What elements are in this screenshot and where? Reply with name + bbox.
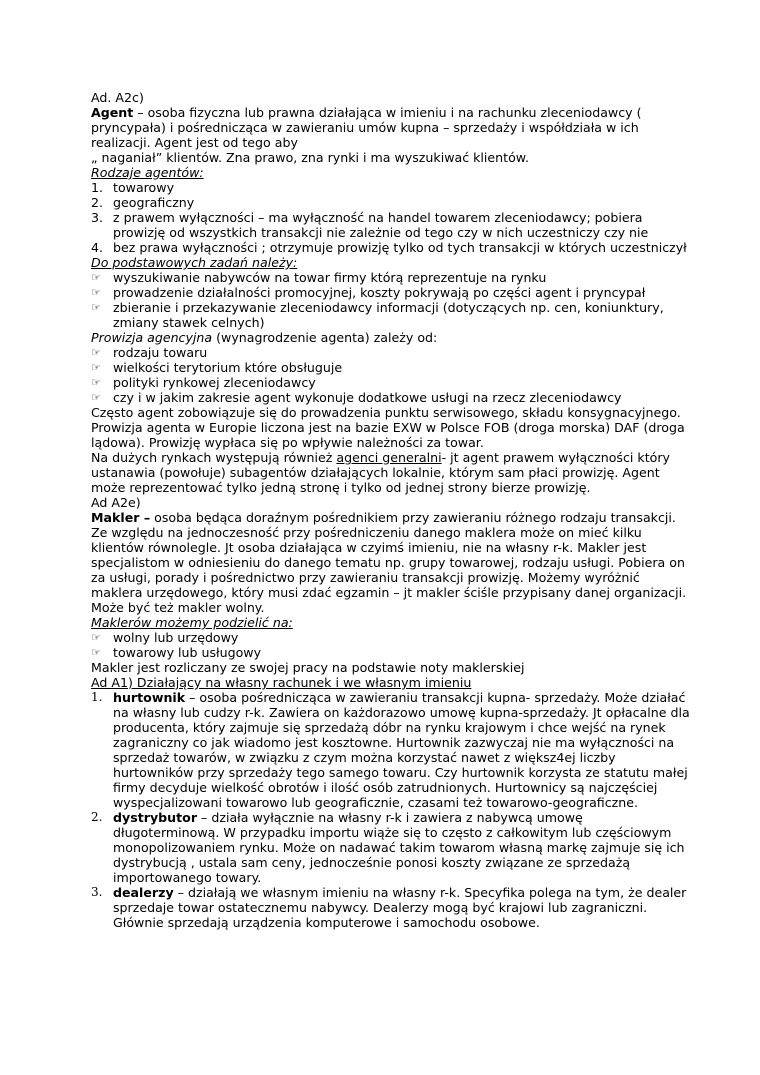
prowizja-intro (91, 330, 691, 345)
a1-list (91, 690, 691, 930)
list-item (91, 360, 691, 375)
list-item (91, 390, 691, 405)
agent-definition-continued: „ naganiał” klientów. Zna prawo, zna rynki i ma wyszukiwać klientów. (91, 150, 529, 165)
hand-pointing-icon: ☞ (91, 346, 101, 359)
hand-pointing-icon: ☞ (91, 361, 101, 374)
text-segment: Na dużych rynkach występują również (91, 450, 337, 465)
list-text: geograficzny (113, 195, 195, 210)
list-item (91, 180, 691, 195)
section-label-a2c: Ad. A2c) (91, 90, 144, 105)
list-text: zbieranie i przekazywanie zleceniodawcy informacji (dotyczących np. cen, koniunktury, zmiany stawek celnych) (113, 300, 664, 330)
hand-pointing-icon: ☞ (91, 376, 101, 389)
makler-term: Makler – (91, 510, 151, 525)
list-item (91, 240, 691, 255)
hand-pointing-icon: ☞ (91, 646, 101, 659)
hand-pointing-icon: ☞ (91, 301, 101, 314)
list-text: rodzaju towaru (113, 345, 208, 360)
makler-podzial-heading: Maklerów możemy podzielić na: (91, 615, 293, 630)
agent-term: Agent (91, 105, 134, 120)
paragraph-europa: Prowizja agenta w Europie liczona jest na bazie EXW w Polsce FOB (droga morska) DAF (droga lądowa). Prowizję wypłaca się po wpływie należności za towar. (91, 420, 685, 450)
list-text: polityki rynkowej zleceniodawcy (113, 375, 316, 390)
paragraph-agenci-generalni (91, 450, 691, 495)
list-item (91, 210, 691, 240)
agent-definition-text: – osoba fizyczna lub prawna działająca w imieniu i na rachunku zleceniodawcy ( pryncypała) i pośrednicząca w zawieraniu umów kupna – sprzedaży i współdziała w ich realizacji. Agent jest od tego aby (91, 105, 642, 150)
makler-podzial-list (91, 630, 691, 660)
text-segment: - jt agent prawem wyłączności który ustanawia (powołuje) subagentów działających lokalnie, którym sam płaci prowizję. Agent może reprezentować tylko jedną stronę i tylko od jednej strony bierze prowizję. (91, 450, 670, 495)
list-number: 2. (91, 195, 104, 210)
list-text: wolny lub urzędowy (113, 630, 239, 645)
list-text: wielkości terytorium które obsługuje (113, 360, 343, 375)
list-term: hurtownik (113, 690, 186, 705)
hand-pointing-icon: ☞ (91, 391, 101, 404)
list-text: prowadzenie działalności promocyjnej, koszty pokrywają po części agent i pryncypał (113, 285, 646, 300)
list-item (91, 285, 691, 300)
list-text: – działa wyłącznie na własny r-k i zawiera z nabywcą umowę długoterminową. W przypadku importu wiąże się to często z całkowitym lub częściowym monopolizowaniem rynku. Może on nadawać takim towarom własną markę zajmuje się ich dystrybucją , ustala sam ceny, jednocześnie ponosi koszty związane ze sprzedażą importowanego towary. (113, 810, 685, 885)
list-item (91, 630, 691, 645)
list-item (91, 195, 691, 210)
list-number: 2. (91, 810, 103, 824)
list-item (91, 690, 691, 810)
section-heading-a1: Ad A1) Działający na własny rachunek i we własnym imieniu (91, 675, 472, 690)
list-item (91, 375, 691, 390)
list-item (91, 885, 691, 930)
rodzaje-heading: Rodzaje agentów: (91, 165, 204, 180)
hand-pointing-icon: ☞ (91, 271, 101, 284)
list-term: dealerzy (113, 885, 174, 900)
list-text: wyszukiwanie nabywców na towar firmy którą reprezentuje na rynku (113, 270, 547, 285)
list-item (91, 345, 691, 360)
list-item (91, 270, 691, 285)
list-text: czy i w jakim zakresie agent wykonuje dodatkowe usługi na rzecz zleceniodawcy (113, 390, 622, 405)
makler-note: Makler jest rozliczany ze swojej pracy na podstawie noty maklerskiej (91, 660, 525, 675)
list-number: 4. (91, 240, 104, 255)
list-number: 1. (91, 690, 103, 704)
agent-definition (91, 105, 691, 150)
paragraph-serwis: Często agent zobowiązuje się do prowadzenia punktu serwisowego, składu konsygnacyjnego. (91, 405, 681, 420)
list-text: towarowy lub usługowy (113, 645, 262, 660)
list-item (91, 645, 691, 660)
hand-pointing-icon: ☞ (91, 286, 101, 299)
hand-pointing-icon: ☞ (91, 631, 101, 644)
list-item (91, 810, 691, 885)
prowizja-rest: (wynagrodzenie agenta) zależy od: (212, 330, 438, 345)
zadania-heading: Do podstawowych zadań należy: (91, 255, 298, 270)
list-number: 1. (91, 180, 104, 195)
prowizja-list (91, 345, 691, 405)
document-page (91, 90, 691, 930)
prowizja-term: Prowizja agencyjna (91, 330, 213, 345)
list-term: dystrybutor (113, 810, 198, 825)
makler-definition (91, 510, 691, 615)
list-item (91, 300, 691, 330)
list-text: – osoba pośrednicząca w zawieraniu transakcji kupna- sprzedaży. Może działać na własny lub cudzy r-k. Zawiera on każdorazowo umowę kupna-sprzedaży. Jt opłacalne dla producenta, który zajmuje się sprzedażą dóbr na rynku krajowym i chce wejść na rynek zagraniczny co jak wiadomo jest kosztowne. Hurtownik zazwyczaj nie ma wyłączności na sprzedaż towarów, w związku z czym można korzystać nawet z większ4ej liczby hurtowników przy sprzedaży tego samego towaru. Czy hurtownik korzysta ze statutu małej firmy decyduje wielkość obrotów i ilość osób zatrudnionych. Hurtownicy są najczęściej wyspecjalizowani towarowo lub geograficznie, czasami też towarowo-geograficzne. (113, 690, 690, 810)
agenci-generalni-term: agenci generalni (336, 450, 442, 465)
list-number: 3. (91, 885, 103, 899)
list-text: bez prawa wyłączności ; otrzymuje prowizję tylko od tych transakcji w których uczestniczył (113, 240, 687, 255)
list-text: z prawem wyłączności – ma wyłączność na handel towarem zleceniodawcy; pobiera prowizję od wszystkich transakcji nie zależnie od tego czy w nich uczestniczy czy nie (113, 210, 649, 240)
list-text: – działają we własnym imieniu na własny r-k. Specyfika polega na tym, że dealer sprzedaje towar ostatecznemu nabywcy. Dealerzy mogą być krajowi lub zagraniczni. Głównie sprzedają urządzenia komputerowe i samochodu osobowe. (113, 885, 687, 930)
list-number: 3. (91, 210, 104, 225)
makler-definition-text: osoba będąca doraźnym pośrednikiem przy zawieraniu różnego rodzaju transakcji. Ze względu na jednoczesność przy pośredniczeniu danego maklera może on mieć kilku klientów równolegle. Jt osoba działająca w czyimś imieniu, nie na własny r-k. Makler jest specjalistom w odniesieniu do danego tematu np. grupy towarowej, rodzaju usługi. Pobiera on za usługi, porady i pośrednictwo przy zawieraniu transakcji prowizję. Możemy wyróżnić maklera urzędowego, który musi zdać egzamin – jt makler ściśle przypisany danej organizacji. Może być też makler wolny. (91, 510, 687, 615)
list-text: towarowy (113, 180, 175, 195)
rodzaje-list (91, 180, 691, 255)
zadania-list (91, 270, 691, 330)
section-label-a2e: Ad A2e) (91, 495, 141, 510)
